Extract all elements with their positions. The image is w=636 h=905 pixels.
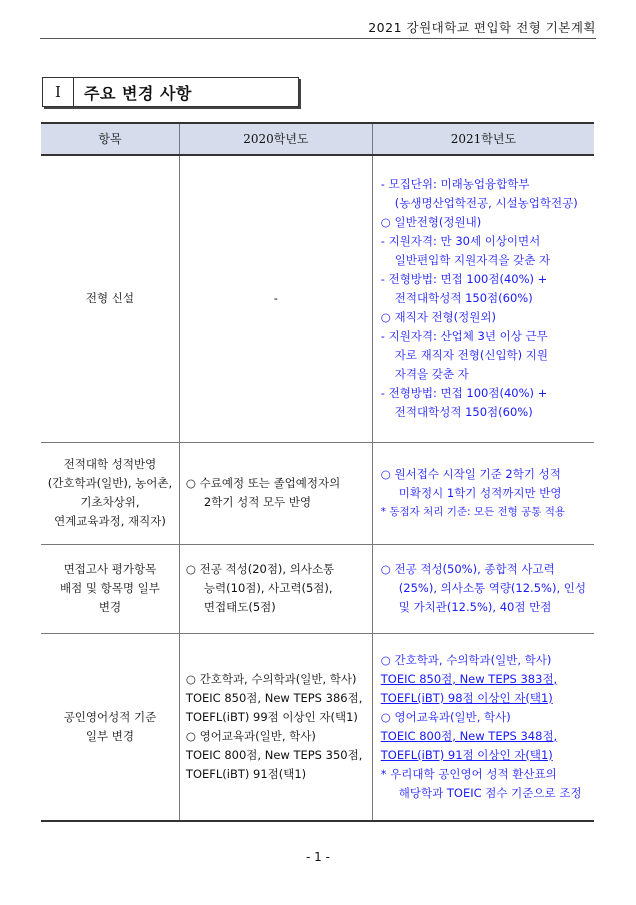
cell-text: (농생명산업학전공, 시설농업학전공) bbox=[394, 196, 578, 211]
row-category bbox=[41, 155, 179, 442]
header-category: 항목 bbox=[41, 123, 179, 155]
cell-text: ○ 영어교육과(일반, 학사) bbox=[185, 728, 316, 743]
section-heading bbox=[42, 77, 299, 107]
header-2021: 2021학년도 bbox=[372, 123, 594, 155]
category-label: 배점 및 항목명 일부 bbox=[60, 581, 160, 595]
table-row bbox=[41, 544, 594, 633]
cell-2021 bbox=[372, 442, 594, 544]
cell-text: 능력(10점), 사고력(5점), bbox=[203, 581, 333, 595]
category-label: 연계교육과정, 재직자) bbox=[54, 514, 166, 528]
cell-text: ○ 영어교육과(일반, 학사) bbox=[380, 709, 511, 724]
table-header-row bbox=[41, 123, 594, 155]
cell-text: - 모집단위: 미래농업융합학부 bbox=[380, 177, 530, 192]
cell-text: ○ 재직자 전형(정원외) bbox=[380, 310, 496, 325]
cell-text: 전적대학성적 150점(60%) bbox=[394, 405, 533, 420]
cell-text: TOEFL(iBT) 99점 이상인 자(택1) bbox=[185, 709, 358, 724]
category-label: 변경 bbox=[98, 600, 122, 614]
cell-text: (25%), 의사소통 역량(12.5%), 인성 bbox=[398, 581, 586, 595]
cell-2020 bbox=[179, 155, 372, 442]
page-number: - 1 - bbox=[306, 850, 330, 864]
cell-text: ○ 수료예정 또는 졸업예정자의 bbox=[185, 476, 341, 490]
table-row bbox=[41, 155, 594, 442]
section-number: Ⅰ bbox=[43, 78, 74, 106]
category-label: 공인영어성적 기준 bbox=[63, 709, 157, 724]
cell-text: * 동점자 처리 기준: 모든 전형 공통 적용 bbox=[380, 505, 566, 518]
category-label: 일부 변경 bbox=[85, 728, 134, 743]
header-2020: 2020학년도 bbox=[179, 123, 372, 155]
cell-text: TOEFL(iBT) 91점 이상인 자(택1) bbox=[380, 747, 553, 762]
cell-text: 자로 재직자 전형(신입학) 지원 bbox=[394, 348, 549, 363]
cell-text: TOEIC 850점, New TEPS 383점, bbox=[380, 671, 558, 686]
cell-text: 미확정시 1학기 성적까지만 반영 bbox=[398, 485, 562, 500]
table-row bbox=[41, 633, 594, 821]
cell-text: ○ 간호학과, 수의학과(일반, 학사) bbox=[380, 652, 552, 667]
cell-text: TOEFL(iBT) 91점(택1) bbox=[185, 766, 307, 781]
cell-2020 bbox=[179, 544, 372, 633]
category-label: (간호학과(일반), 농어촌, bbox=[47, 476, 173, 490]
cell-text: - bbox=[273, 291, 278, 306]
cell-text: * 우리대학 공인영어 성적 환산표의 bbox=[380, 766, 557, 781]
cell-text: 일반편입학 지원자격을 갖춘 자 bbox=[394, 253, 551, 268]
cell-text: TOEIC 800점, New TEPS 350점, bbox=[185, 747, 363, 762]
cell-2021 bbox=[372, 155, 594, 442]
cell-text: TOEIC 800점, New TEPS 348점, bbox=[380, 728, 558, 743]
cell-text: ○ 전공 적성(50%), 종합적 사고력 bbox=[380, 562, 555, 576]
cell-text: ○ 일반전형(정원내) bbox=[380, 215, 482, 230]
category-label: 면접고사 평가항목 bbox=[63, 562, 157, 576]
cell-text: 2학기 성적 모두 반영 bbox=[203, 495, 312, 509]
cell-2021 bbox=[372, 633, 594, 821]
cell-2020 bbox=[179, 442, 372, 544]
category-label: 전형 신설 bbox=[85, 291, 134, 306]
cell-text: TOEIC 850점, New TEPS 386점, bbox=[185, 690, 363, 705]
section-title: 주요 변경 사항 bbox=[84, 83, 192, 103]
row-category bbox=[41, 442, 179, 544]
cell-text: 및 가치관(12.5%), 40점 만점 bbox=[398, 600, 552, 614]
cell-text: - 지원자격: 만 30세 이상이면서 bbox=[380, 234, 541, 249]
cell-text: 해당학과 TOEIC 점수 기준으로 조정 bbox=[398, 785, 582, 800]
cell-text: ○ 원서접수 시작일 기준 2학기 성적 bbox=[380, 466, 561, 481]
cell-2020 bbox=[179, 633, 372, 821]
cell-text: 면접태도(5점) bbox=[203, 600, 276, 614]
cell-2021 bbox=[372, 544, 594, 633]
cell-text: 자격을 갖춘 자 bbox=[394, 367, 469, 382]
changes-table bbox=[41, 122, 594, 822]
cell-text: 전적대학성적 150점(60%) bbox=[394, 291, 533, 306]
document-title: 2021 강원대학교 편입학 전형 기본계획 bbox=[368, 20, 596, 35]
header-divider bbox=[40, 38, 596, 39]
category-label: 전적대학 성적반영 bbox=[63, 457, 157, 471]
table-row bbox=[41, 442, 594, 544]
cell-text: - 지원자격: 산업체 3년 이상 근무 bbox=[380, 329, 548, 344]
cell-text: ○ 간호학과, 수의학과(일반, 학사) bbox=[185, 671, 357, 686]
row-category bbox=[41, 544, 179, 633]
cell-text: - 전형방법: 면접 100점(40%) + bbox=[380, 272, 548, 287]
cell-text: TOEFL(iBT) 98점 이상인 자(택1) bbox=[380, 690, 553, 705]
category-label: 기초차상위, bbox=[80, 495, 140, 509]
cell-text: - 전형방법: 면접 100점(40%) + bbox=[380, 386, 548, 401]
cell-text: ○ 전공 적성(20점), 의사소통 bbox=[185, 562, 335, 576]
row-category bbox=[41, 633, 179, 821]
